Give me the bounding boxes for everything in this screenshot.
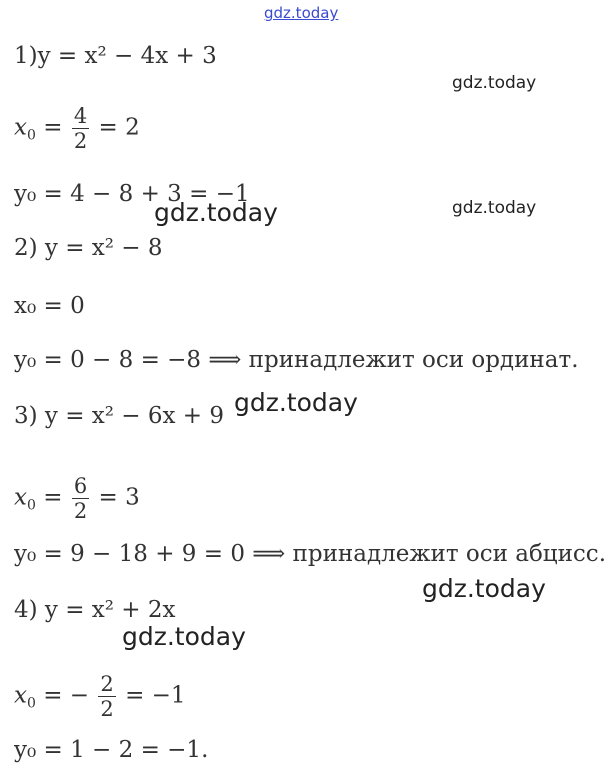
y0-line-4: y₀ = 1 − 2 = −1. [14,737,209,763]
x0-line-3: $x_0$ = $\frac{6}{2}$ = 3 [14,474,140,523]
y0-line-1: y₀ = 4 − 8 + 3 = −1 [14,181,250,207]
fraction-numerator: 2 [100,672,114,696]
fraction [72,474,89,523]
x0-result: = 3 [98,484,140,511]
fraction [98,672,115,721]
x0-line-2: x₀ = 0 [14,293,85,319]
watermark: gdz.today [452,198,537,218]
x0-line-1: $x_0$ = $\frac{4}{2}$ = 2 [14,104,140,153]
fraction-denominator: 2 [73,129,88,153]
fraction-denominator: 2 [73,499,88,523]
watermark: gdz.today [154,198,278,227]
equation-2: 2) y = x² − 8 [14,235,163,261]
equation-3: 3) y = x² − 6x + 9 [14,403,225,429]
x0-result: = −1 [125,682,186,709]
fraction-numerator: 6 [73,474,88,498]
fraction-numerator: 4 [73,104,88,128]
watermark: gdz.today [234,388,358,417]
x0-result: = 2 [98,114,140,141]
watermark: gdz.today [452,73,537,93]
y0-line-2: y₀ = 0 − 8 = −8 ⟹ принадлежит оси ординат. [14,347,579,373]
equation-1: 1)y = x² − 4x + 3 [14,43,217,69]
watermark-top[interactable]: gdz.today [264,4,339,22]
fraction [72,104,89,153]
watermark: gdz.today [422,574,546,603]
watermark: gdz.today [122,622,246,651]
x0-line-4: $x_0$ = − $\frac{2}{2}$ = −1 [14,672,186,721]
fraction-denominator: 2 [100,697,114,721]
y0-line-3: y₀ = 9 − 18 + 9 = 0 ⟹ принадлежит оси абцисс. [14,541,607,567]
equation-4: 4) y = x² + 2x [14,597,176,623]
